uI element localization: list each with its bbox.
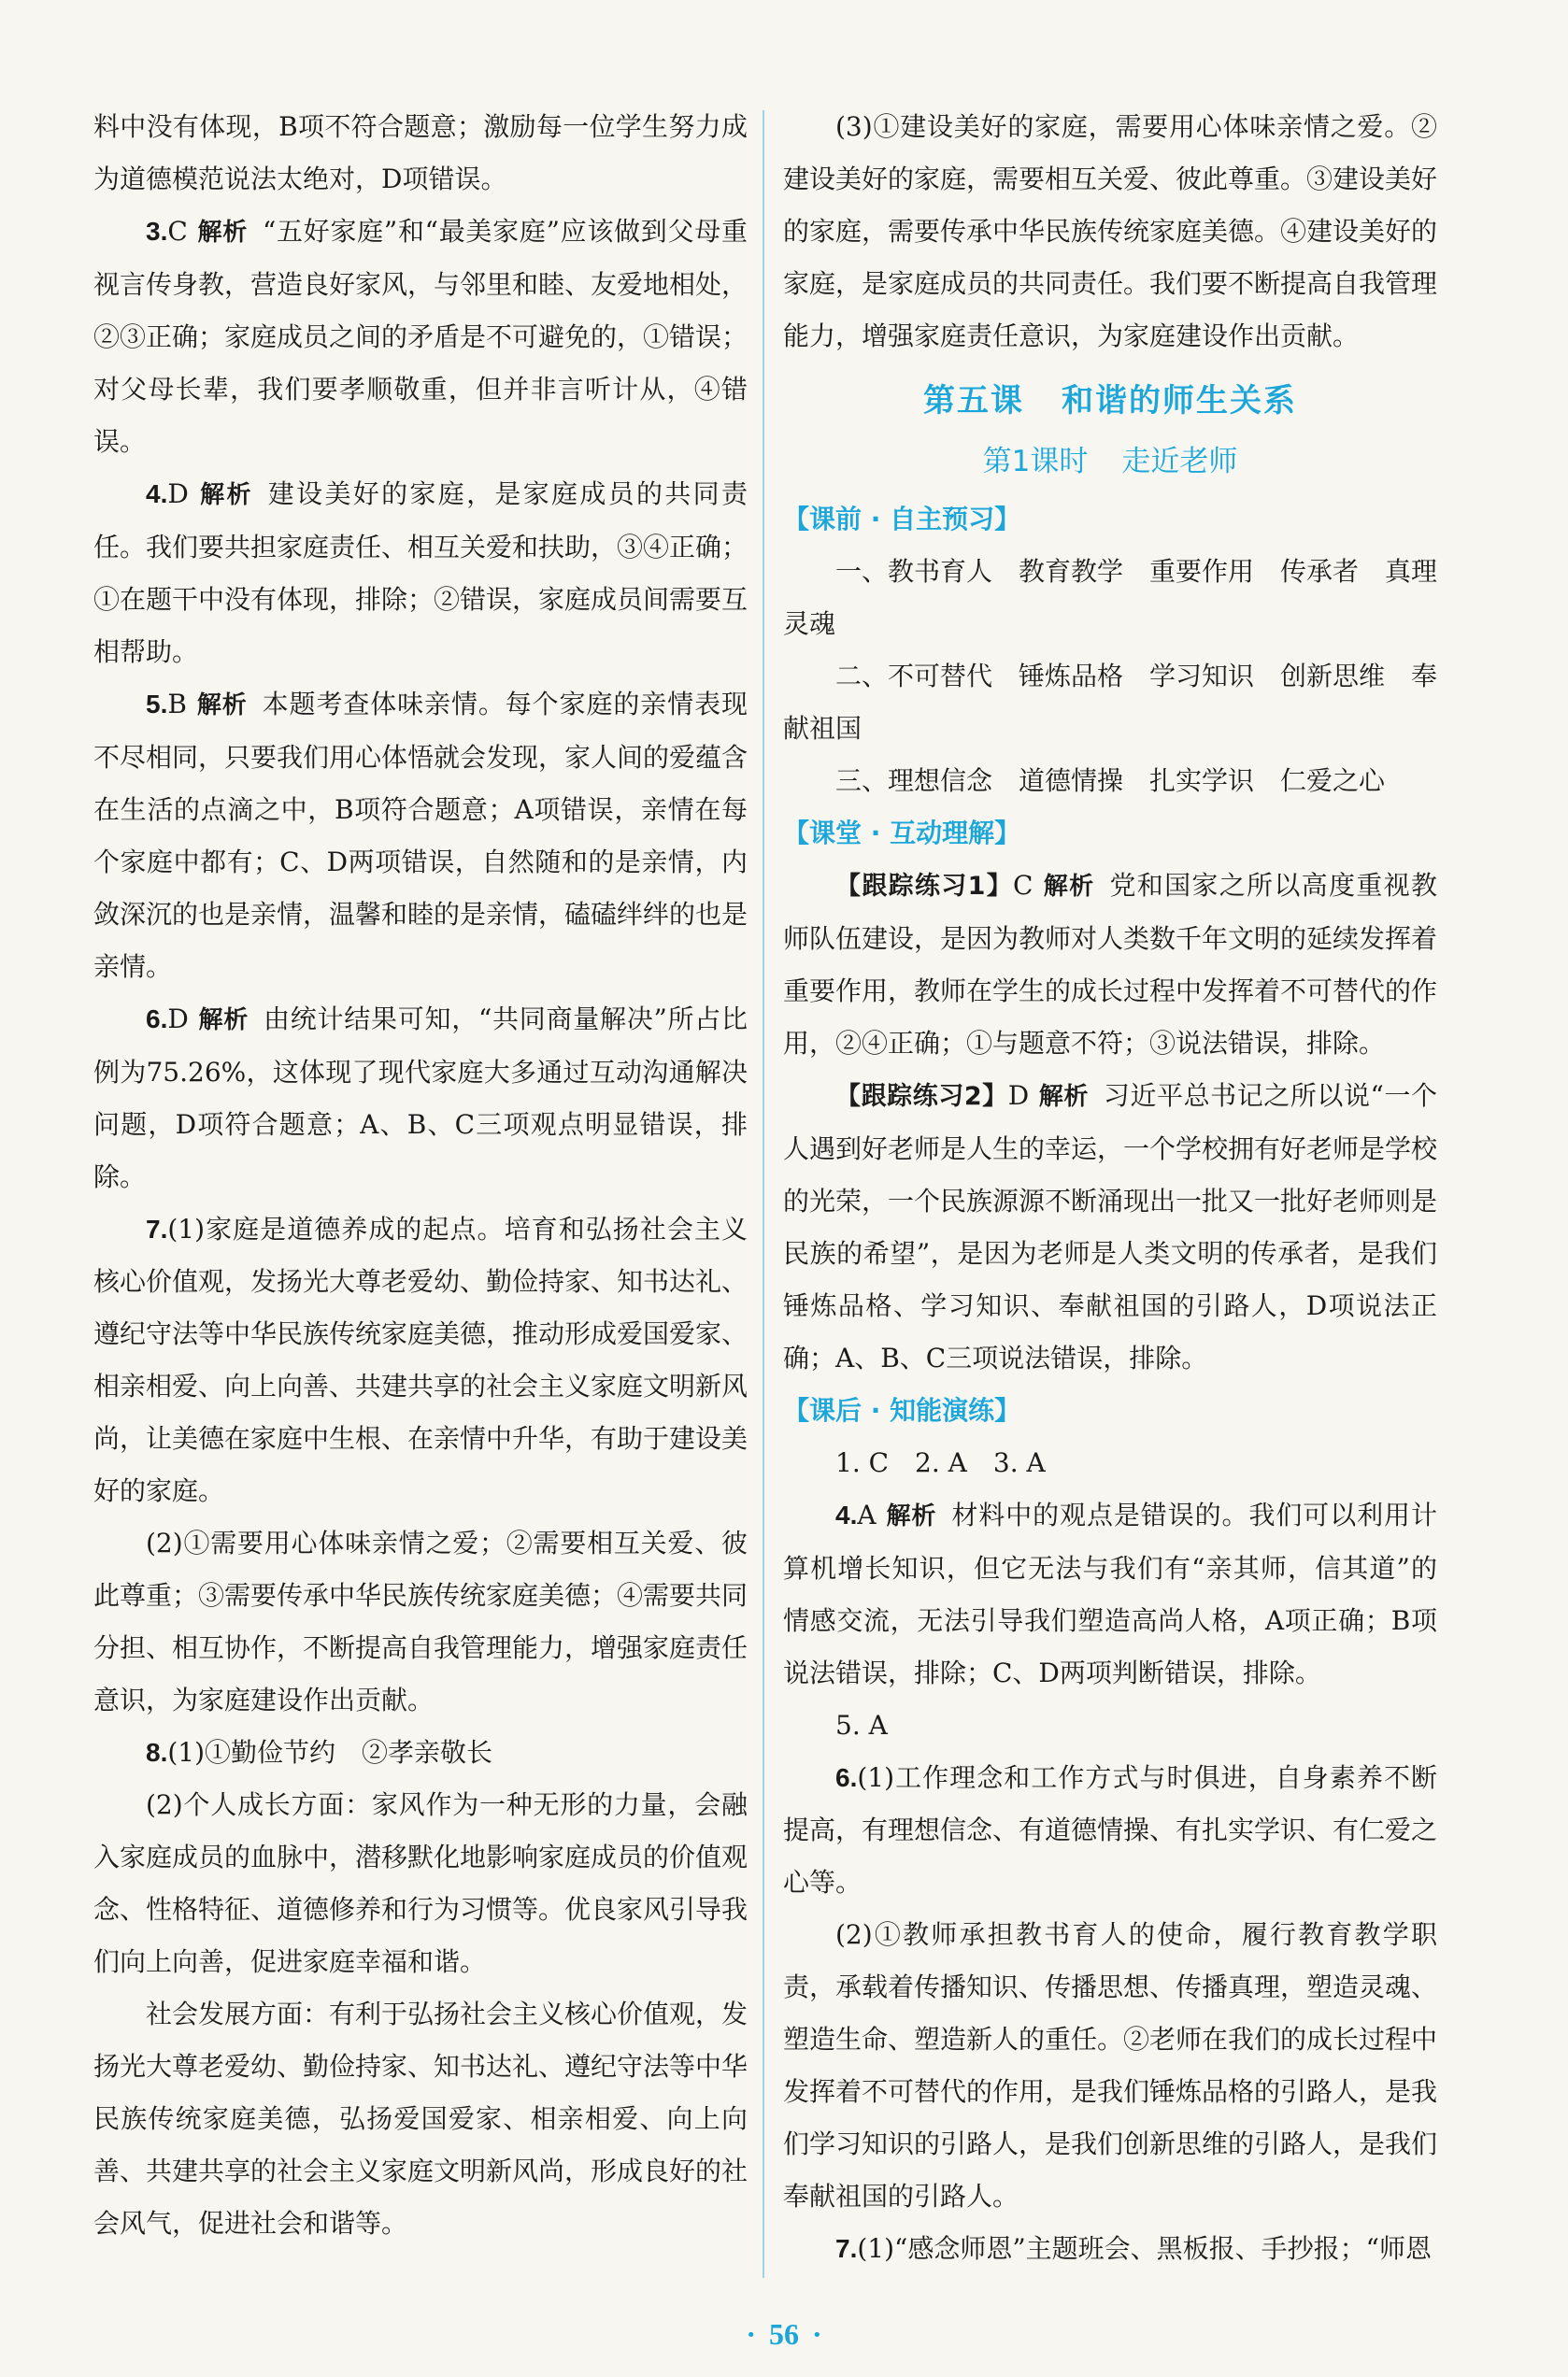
answer-item-3: 3.C 解析 “五好家庭”和“最美家庭”应该做到父母重视言传身教，营造良好家风，与邻里和睦、友爱地相处，②③正确；家庭成员之间的矛盾是不可避免的，①错误；对父母长辈，我们要孝顺敬重，但并非言听计从，④错误。 — [93, 216, 748, 457]
right-column — [783, 101, 1464, 2275]
jiexi-label: 解析 — [1038, 1083, 1089, 1111]
jiexi-label: 解析 — [1042, 873, 1095, 901]
lesson-title: 第五课 和谐的师生关系 — [923, 382, 1297, 420]
jiexi-label: 解析 — [195, 691, 248, 719]
section-heading-after-class: 【课后 · 知能演练】 — [783, 1395, 1021, 1426]
left-column — [93, 101, 748, 2250]
answer-item-5: 5.B 解析 本题考查体味亲情。每个家庭的亲情表现不尽相同，只要我们用心体悟就会发现，家人间的爱蕴含在生活的点滴之中，B项符合题意；A项错误，亲情在每个家庭中都有；C、D两项错误，自然随和的是亲情，内敛深沉的也是亲情，温馨和睦的是亲情，磕磕绊绊的也是亲情。 — [93, 689, 748, 982]
answer-item-7-part2: (2)①需要用心体味亲情之爱；②需要相互关爱、彼此尊重；③需要传承中华民族传统家庭美德；④需要共同分担、相互协作，不断提高自我管理能力，增强家庭责任意识，为家庭建设作出贡献。 — [93, 1528, 748, 1715]
answer-item-8-part2: (2)个人成长方面：家风作为一种无形的力量，会融入家庭成员的血脉中，潜移默化地影响家庭成员的价值观念、性格特征、道德修养和行为习惯等。优良家风引导我们向上向善，促进家庭幸福和谐。 — [93, 1789, 748, 1977]
jiexi-label: 解析 — [197, 1006, 249, 1034]
after-class-item-4: 4.A 解析 材料中的观点是错误的。我们可以利用计算机增长知识，但它无法与我们有“亲其师，信其道”的情感交流，无法引导我们塑造高尚人格，A项正确；B项说法错误，排除；C、D两项判断错误，排除。 — [783, 1500, 1437, 1688]
answer-item-7-part3: (3)①建设美好的家庭，需要用心体味亲情之爱。②建设美好的家庭，需要相互关爱、彼此尊重。③建设美好的家庭，需要传承中华民族传统家庭美德。④建设美好的家庭，是家庭成员的共同责任。我们要不断提高自我管理能力，增强家庭责任意识，为家庭建设作出贡献。 — [783, 111, 1438, 351]
after-class-item-6-part1: 6.(1)工作理念和工作方式与时俱进，自身素养不断提高，有理想信念、有道德情操、有扎实学识、有仁爱之心等。 — [783, 1762, 1438, 1898]
fill-answer-3: 三、理想信念 道德情操 扎实学识 仁爱之心 — [835, 765, 1386, 796]
after-class-item-6-part2: (2)①教师承担教书育人的使命，履行教育教学职责，承载着传播知识、传播思想、传播真理，塑造灵魂、塑造生命、塑造新人的重任。②老师在我们的成长过程中发挥着不可替代的作用，是我们锤炼品格的引路人，是我们学习知识的引路人，是我们创新思维的引路人，是我们奉献祖国的引路人。 — [783, 1919, 1438, 2212]
column-divider — [763, 110, 764, 2278]
page-footer — [0, 2317, 1568, 2352]
fill-answer-1: 一、教书育人 教育教学 重要作用 传承者 真理 灵魂 — [783, 556, 1464, 639]
footer-dot-left: · — [746, 2317, 756, 2351]
answer-item-7-part1: 7.(1)家庭是道德养成的起点。培育和弘扬社会主义核心价值观，发扬光大尊老爱幼、勤俭持家、知书达礼、遵纪守法等中华民族传统家庭美德，推动形成爱国爱家、相亲相爱、向上向善、共建共享的社会主义家庭文明新风尚，让美德在家庭中生根、在亲情中升华，有助于建设美好的家庭。 — [93, 1214, 748, 1506]
after-class-item-7: 7.(1)“感念师恩”主题班会、黑板报、手抄报；“师恩 — [835, 2233, 1432, 2264]
lesson-subtitle: 第1课时 走近老师 — [982, 445, 1238, 478]
section-heading-classroom: 【课堂 · 互动理解】 — [783, 818, 1021, 848]
fill-answer-2: 二、不可替代 锤炼品格 学习知识 创新思维 奉献祖国 — [783, 661, 1438, 744]
answer-item-8-part3: 社会发展方面：有利于弘扬社会主义核心价值观，发扬光大尊老爱幼、勤俭持家、知书达礼、遵纪守法等中华民族传统家庭美德，弘扬爱国爱家、相亲相爱、向上向善、共建共享的社会主义家庭文明新风尚，形成良好的社会风气，促进社会和谐等。 — [93, 1999, 748, 2239]
page-number: 56 — [769, 2317, 799, 2351]
jiexi-label: 解析 — [196, 219, 248, 247]
section-heading-preview: 【课前 · 自主预习】 — [783, 504, 1021, 534]
left-continued-paragraph: 料中没有体现，B项不符合题意；激励每一位学生努力成为道德模范说法太绝对，D项错误。 — [93, 111, 748, 194]
after-class-item-5: 5. A — [835, 1710, 888, 1741]
tracking-exercise-2: 【跟踪练习2】D 解析 习近平总书记之所以说“一个人遇到好老师是人生的幸运，一个学校拥有好老师是学校的光荣，一个民族源源不断涌现出一批又一批好老师则是民族的希望”，是因为老师是人类文明的传承者，是我们锤炼品格、学习知识、奉献祖国的引路人，D项说法正确；A、B、C三项说法错误，排除。 — [783, 1080, 1438, 1374]
jiexi-label: 解析 — [197, 481, 253, 509]
footer-dot-right: · — [812, 2317, 822, 2351]
answer-item-6: 6.D 解析 由统计结果可知，“共同商量解决”所占比例为75.26%，这体现了现代家庭大多通过互动沟通解决问题，D项符合题意；A、B、C三项观点明显错误，排除。 — [93, 1003, 748, 1192]
answers-1-3: 1. C 2. A 3. A — [835, 1447, 1046, 1478]
jiexi-label: 解析 — [885, 1502, 937, 1530]
answer-item-4: 4.D 解析 建设美好的家庭，是家庭成员的共同责任。我们要共担家庭责任、相互关爱和扶助，③④正确；①在题干中没有体现，排除；②错误，家庭成员间需要互相帮助。 — [93, 478, 748, 667]
answer-item-8-part1: 8.(1)①勤俭节约 ②孝亲敬长 — [146, 1737, 493, 1768]
tracking-exercise-1: 【跟踪练习1】C 解析 党和国家之所以高度重视教师队伍建设，是因为教师对人类数千年文明的延续发挥着重要作用，教师在学生的成长过程中发挥着不可替代的作用，②④正确；①与题意不符；③说法错误，排除。 — [783, 870, 1438, 1059]
